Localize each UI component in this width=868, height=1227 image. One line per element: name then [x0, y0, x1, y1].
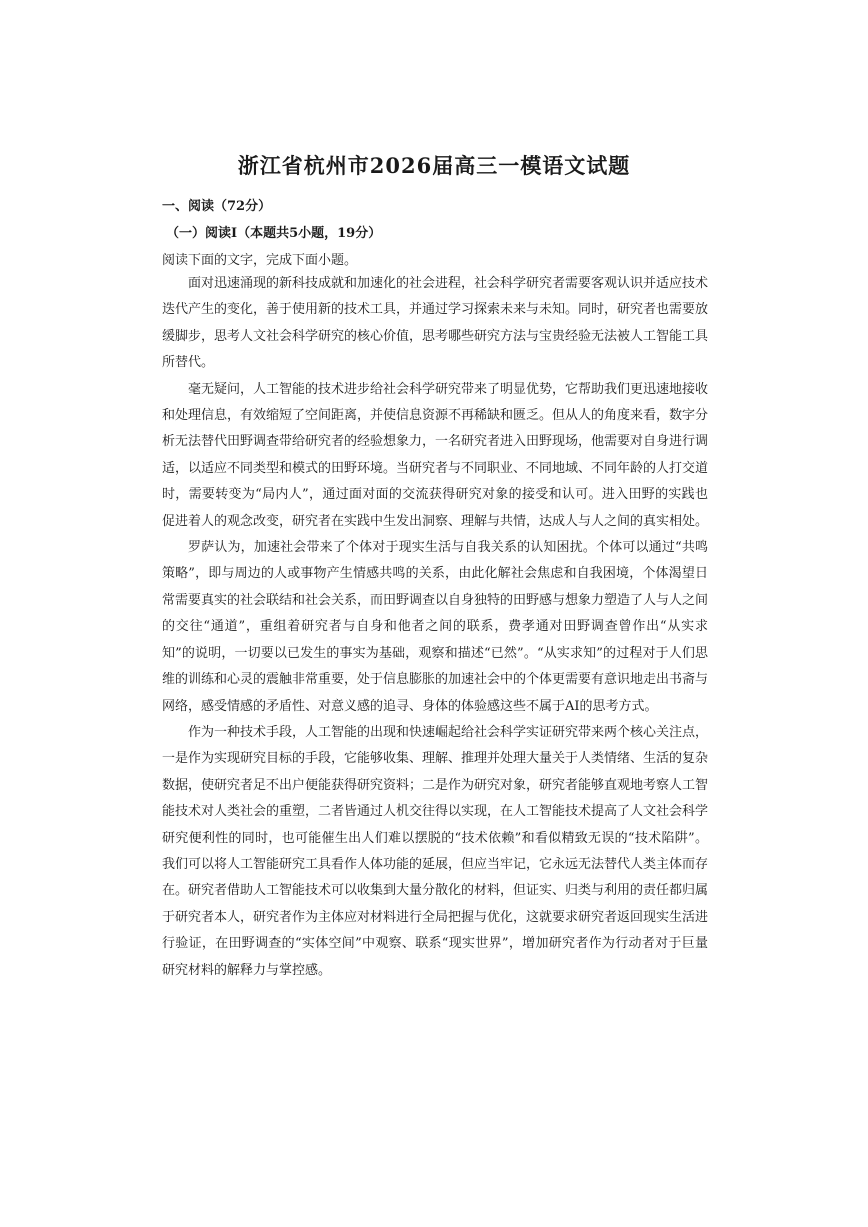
section-heading: 一、阅读（72分） — [162, 199, 272, 214]
passage-paragraph: 罗萨认为，加速社会带来了个体对于现实生活与自我关系的认知困扰。个体可以通过“共鸣策略”，即与周边的人或事物产生情感共鸣的关系，由此化解社会焦虑和自我困境，个体渴望日常需要真实的社会联结和社会关系，而田野调查以自身独特的田野感与想象力塑造了人与人之间的交往“通道”，重组着研究者与自身和他者之间的联系，费孝通对田野调查曾作出“从实求知”的说明，一切要以已发生的事实为基础，观察和描述“已然”。“从实求知”的过程对于人们思维的训练和心灵的震触非常重要，处于信息膨胀的加速社会中的个体更需要有意识地走出书斋与网络，感受情感的矛盾性、对意义感的追寻、身体的体验感这些不属于AI的思考方式。 — [162, 540, 709, 714]
passage-paragraph: 作为一种技术手段，人工智能的出现和快速崛起给社会科学实证研究带来两个核心关注点，一是作为实现研究目标的手段，它能够收集、理解、推理并处理大量关于人类情绪、生活的复杂数据，使研究者足不出户便能获得研究资料；二是作为研究对象，研究者能够直观地考察人工智能技术对人类社会的重塑，二者皆通过人机交往得以实现，在人工智能技术提高了人文社会科学研究便利性的同时，也可能催生出人们难以摆脱的“技术依赖”和看似精致无误的“技术陷阱”。我们可以将人工智能研究工具看作人体功能的延展，但应当牢记，它永远无法替代人类主体而存在。研究者借助人工智能技术可以收集到大量分散化的材料，但证实、归类与利用的责任都归属于研究者本人，研究者作为主体应对材料进行全局把握与优化，这就要求研究者返回现实生活进行验证，在田野调查的“实体空间”中观察、联系“现实世界”，增加研究者作为行动者对于巨量研究材料的解释力与掌控感。 — [162, 724, 709, 978]
reading-passage — [162, 271, 708, 984]
page-title: 浙江省杭州市2026届高三一模语文试题 — [237, 153, 631, 178]
subsection-heading: （一）阅读Ⅰ（本题共5小题，19分） — [166, 226, 382, 241]
instruction-text: 阅读下面的文字，完成下面小题。 — [162, 253, 358, 268]
passage-paragraph: 面对迅速涌现的新科技成就和加速化的社会进程，社会科学研究者需要客观认识并适应技术迭代产生的变化，善于使用新的技术工具，并通过学习探索未来与未知。同时，研究者也需要放缓脚步，思考人文社会科学研究的核心价值，思考哪些研究方法与宝贵经验无法被人工智能工具所替代。 — [162, 276, 709, 371]
passage-paragraph: 毫无疑问，人工智能的技术进步给社会科学研究带来了明显优势，它帮助我们更迅速地接收和处理信息，有效缩短了空间距离，并使信息资源不再稀缺和匮乏。但从人的角度来看，数字分析无法替代田野调查带给研究者的经验想象力，一名研究者进入田野现场，他需要对自身进行调适，以适应不同类型和模式的田野环境。当研究者与不同职业、不同地域、不同年龄的人打交道时，需要转变为“局内人”，通过面对面的交流获得研究对象的接受和认可。进入田野的实践也促进着人的观念改变，研究者在实践中生发出洞察、理解与共情，达成人与人之间的真实相处。 — [162, 381, 709, 529]
